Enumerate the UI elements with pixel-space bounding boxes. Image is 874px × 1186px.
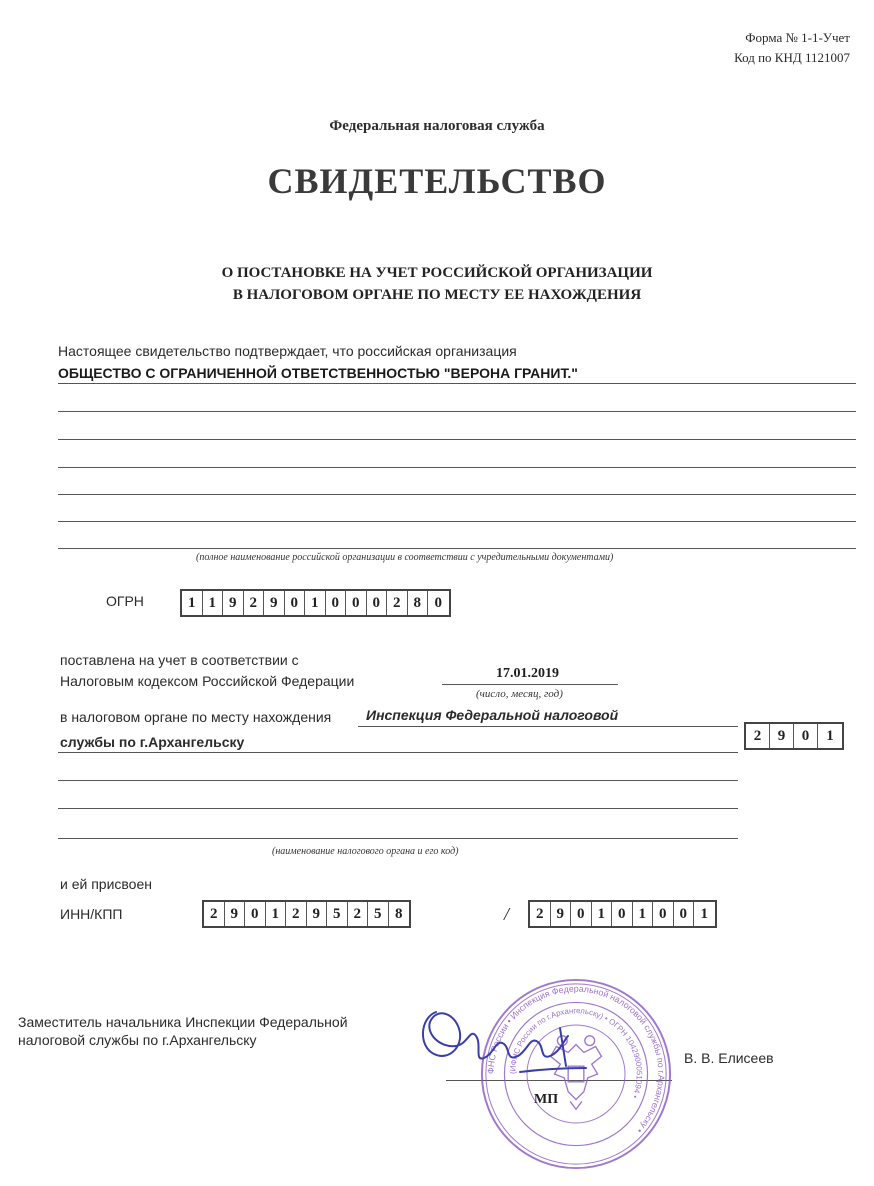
inn-cells: [202, 900, 411, 928]
kpp-digit: 0: [674, 902, 695, 926]
tax-authority-caption: (наименование налогового органа и его код): [272, 846, 459, 857]
tax-authority-code-digit: 0: [794, 724, 818, 748]
name-line-3: [58, 439, 856, 440]
authority-line-3: [58, 780, 738, 781]
date-line: [442, 684, 618, 685]
organization-caption: (полное наименование российской организации в соответствии с учредительными документами): [196, 552, 614, 563]
tax-authority-code-cells: [744, 722, 844, 750]
inn-digit: 5: [368, 902, 389, 926]
kpp-digit: 9: [551, 902, 572, 926]
agency-name: Федеральная налоговая служба: [329, 118, 545, 134]
registration-line-1: поставлена на учет в соответствии с: [60, 652, 299, 668]
kpp-digit: 0: [571, 902, 592, 926]
tax-authority-name-1: Инспекция Федеральной налоговой: [366, 707, 619, 723]
inn-digit: 2: [348, 902, 369, 926]
signatory-name: В. В. Елисеев: [684, 1050, 774, 1066]
name-line-5: [58, 494, 856, 495]
name-line-1: [58, 383, 856, 384]
tax-authority-code-digit: 9: [770, 724, 794, 748]
ogrn-digit: 1: [182, 591, 203, 615]
inn-kpp-separator: /: [504, 904, 510, 924]
registration-date: 17.01.2019: [496, 666, 559, 681]
assignment-label: и ей присвоен: [60, 876, 152, 892]
seal-placement-label: МП: [534, 1092, 559, 1107]
ogrn-cells: [180, 589, 451, 617]
ogrn-digit: 9: [264, 591, 285, 615]
inn-digit: 8: [395, 905, 403, 922]
inn-digit: 9: [225, 902, 246, 926]
kpp-digit: 1: [633, 902, 654, 926]
signatory-position-line-1: Заместитель начальника Инспекции Федеральной: [18, 1014, 348, 1030]
organization-name: ОБЩЕСТВО С ОГРАНИЧЕННОЙ ОТВЕТСТВЕННОСТЬЮ "ВЕРОНА ГРАНИТ.": [58, 365, 578, 381]
inn-digit: 0: [245, 902, 266, 926]
ogrn-digit: 9: [223, 591, 244, 615]
tax-authority-code-digit: 1: [826, 727, 834, 744]
form-meta: [734, 28, 850, 68]
inn-digit: 1: [266, 902, 287, 926]
ogrn-digit: 0: [346, 591, 367, 615]
name-line-7: [58, 548, 856, 549]
ogrn-digit: 0: [285, 591, 306, 615]
ogrn-digit: 8: [408, 591, 429, 615]
certificate-title: СВИДЕТЕЛЬСТВО: [267, 161, 607, 201]
ogrn-digit: 2: [244, 591, 265, 615]
handwritten-signature: [410, 988, 600, 1098]
organization-intro: Настоящее свидетельство подтверждает, что российская организация: [58, 343, 517, 359]
name-line-4: [58, 467, 856, 468]
inn-digit: 9: [307, 902, 328, 926]
subtitle-line-1: О ПОСТАНОВКЕ НА УЧЕТ РОССИЙСКОЙ ОРГАНИЗАЦИИ: [221, 265, 653, 281]
kpp-digit: 1: [592, 902, 613, 926]
form-number: Форма № 1-1-Учет: [745, 30, 850, 45]
tax-authority-code-digit: 2: [746, 724, 770, 748]
inn-digit: 2: [286, 902, 307, 926]
subtitle-line-2: В НАЛОГОВОМ ОРГАНЕ ПО МЕСТУ ЕЕ НАХОЖДЕНИЯ: [232, 287, 642, 303]
kpp-digit: 1: [700, 905, 708, 922]
kpp-digit: 0: [612, 902, 633, 926]
authority-line-2: [58, 752, 738, 753]
tax-authority-intro: в налоговом органе по месту нахождения: [60, 709, 332, 725]
knd-code: Код по КНД 1121007: [734, 50, 850, 65]
authority-line-4: [58, 808, 738, 809]
ogrn-label: ОГРН: [106, 593, 144, 609]
date-caption: (число, месяц, год): [476, 688, 563, 700]
authority-line-5: [58, 838, 738, 839]
kpp-digit: 0: [653, 902, 674, 926]
inn-kpp-label: ИНН/КПП: [60, 906, 123, 922]
kpp-digit: 2: [530, 902, 551, 926]
ogrn-digit: 0: [434, 594, 442, 611]
ogrn-digit: 2: [387, 591, 408, 615]
signatory-position-line-2: налоговой службы по г.Архангельску: [18, 1032, 257, 1048]
inn-digit: 2: [204, 902, 225, 926]
certificate-subtitle: [0, 262, 874, 306]
authority-line-1: [358, 726, 738, 727]
ogrn-digit: 0: [326, 591, 347, 615]
name-line-6: [58, 521, 856, 522]
name-line-2: [58, 411, 856, 412]
tax-authority-name-2: службы по г.Архангельску: [60, 734, 245, 750]
ogrn-digit: 0: [367, 591, 388, 615]
registration-line-2: Налоговым кодексом Российской Федерации: [60, 673, 355, 689]
inn-digit: 5: [327, 902, 348, 926]
kpp-cells: [528, 900, 717, 928]
seal-inner-text: (ИФНС России по г.Архангельску) • ОГРН 1042900051094 •: [508, 1006, 644, 1100]
seal-outer-text: ФНС России • Инспекция Федеральной налоговой службы по г.Архангельску •: [485, 983, 667, 1136]
ogrn-digit: 1: [305, 591, 326, 615]
signatory-position: [18, 1013, 348, 1049]
ogrn-digit: 1: [203, 591, 224, 615]
